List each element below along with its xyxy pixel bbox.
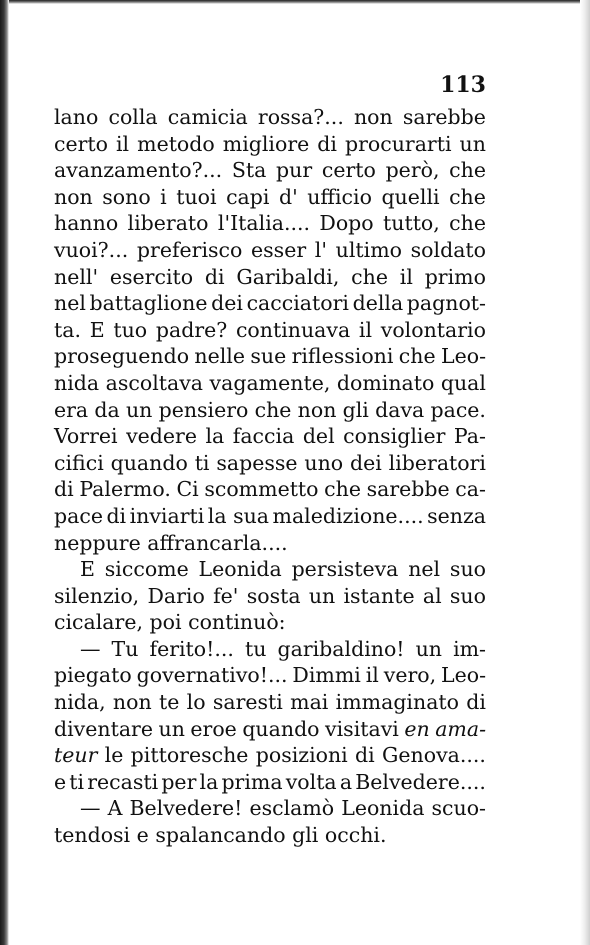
text-line: — A Belvedere! esclamò Leonida scuo- [80, 796, 486, 821]
text-line: diventare un eroe quando visitavi en ama- [54, 716, 486, 741]
text-line: certo il metodo migliore di procurarti un [54, 131, 486, 156]
text-line: pace di inviarti la sua maledizione.... senza [54, 503, 486, 528]
text-line: nell' esercito di Garibaldi, che il primo [54, 264, 486, 289]
body-text [54, 104, 486, 849]
text-line: e ti recasti per la prima volta a Belvedere.... [54, 769, 486, 794]
text-line: avanzamento?... Sta pur certo però, che [54, 158, 486, 183]
scan-edge-top [0, 0, 590, 4]
text-line: piegato governativo!... Dimmi il vero, Leo- [54, 663, 486, 688]
text-line: ta. E tuo padre? continuava il volontario [54, 317, 486, 342]
text-line: silenzio, Dario fe' sosta un istante al suo [54, 583, 486, 608]
text-line: nel battaglione dei cacciatori della pagnot- [54, 291, 486, 316]
text-line: neppure affrancarla.... [54, 530, 288, 555]
text-line: proseguendo nelle sue riflessioni che Leo- [54, 344, 486, 369]
text-line: era da un pensiero che non gli dava pace. [54, 397, 486, 422]
text-line: nida ascoltava vagamente, dominato qual [54, 370, 486, 395]
text-line: E siccome Leonida persisteva nel suo [80, 557, 486, 582]
text-line: hanno liberato l'Italia.... Dopo tutto, che [54, 211, 486, 236]
text-line: cicalare, poi continuò: [54, 610, 286, 635]
text-line: cifici quando ti sapesse uno dei liberatori [54, 450, 486, 475]
text-line: teur le pittoresche posizioni di Genova.... [54, 743, 486, 768]
scan-edge-right [580, 0, 590, 945]
text-line: non sono i tuoi capi d' ufficio quelli che [54, 184, 486, 209]
text-line: nida, non te lo saresti mai immaginato di [54, 690, 486, 715]
text-line: tendosi e spalancando gli occhi. [54, 823, 387, 848]
text-line: di Palermo. Ci scommetto che sarebbe ca- [54, 477, 486, 502]
text-line: vuoi?... preferisco esser l' ultimo soldato [54, 237, 486, 262]
page-number: 113 [440, 72, 486, 98]
scan-edge-left [0, 0, 9, 945]
text-line: lano colla camicia rossa?... non sarebbe [54, 105, 486, 129]
text-line: — Tu ferito!... tu garibaldino! un im- [80, 636, 486, 661]
text-line: Vorrei vedere la faccia del consiglier Pa- [54, 424, 486, 449]
